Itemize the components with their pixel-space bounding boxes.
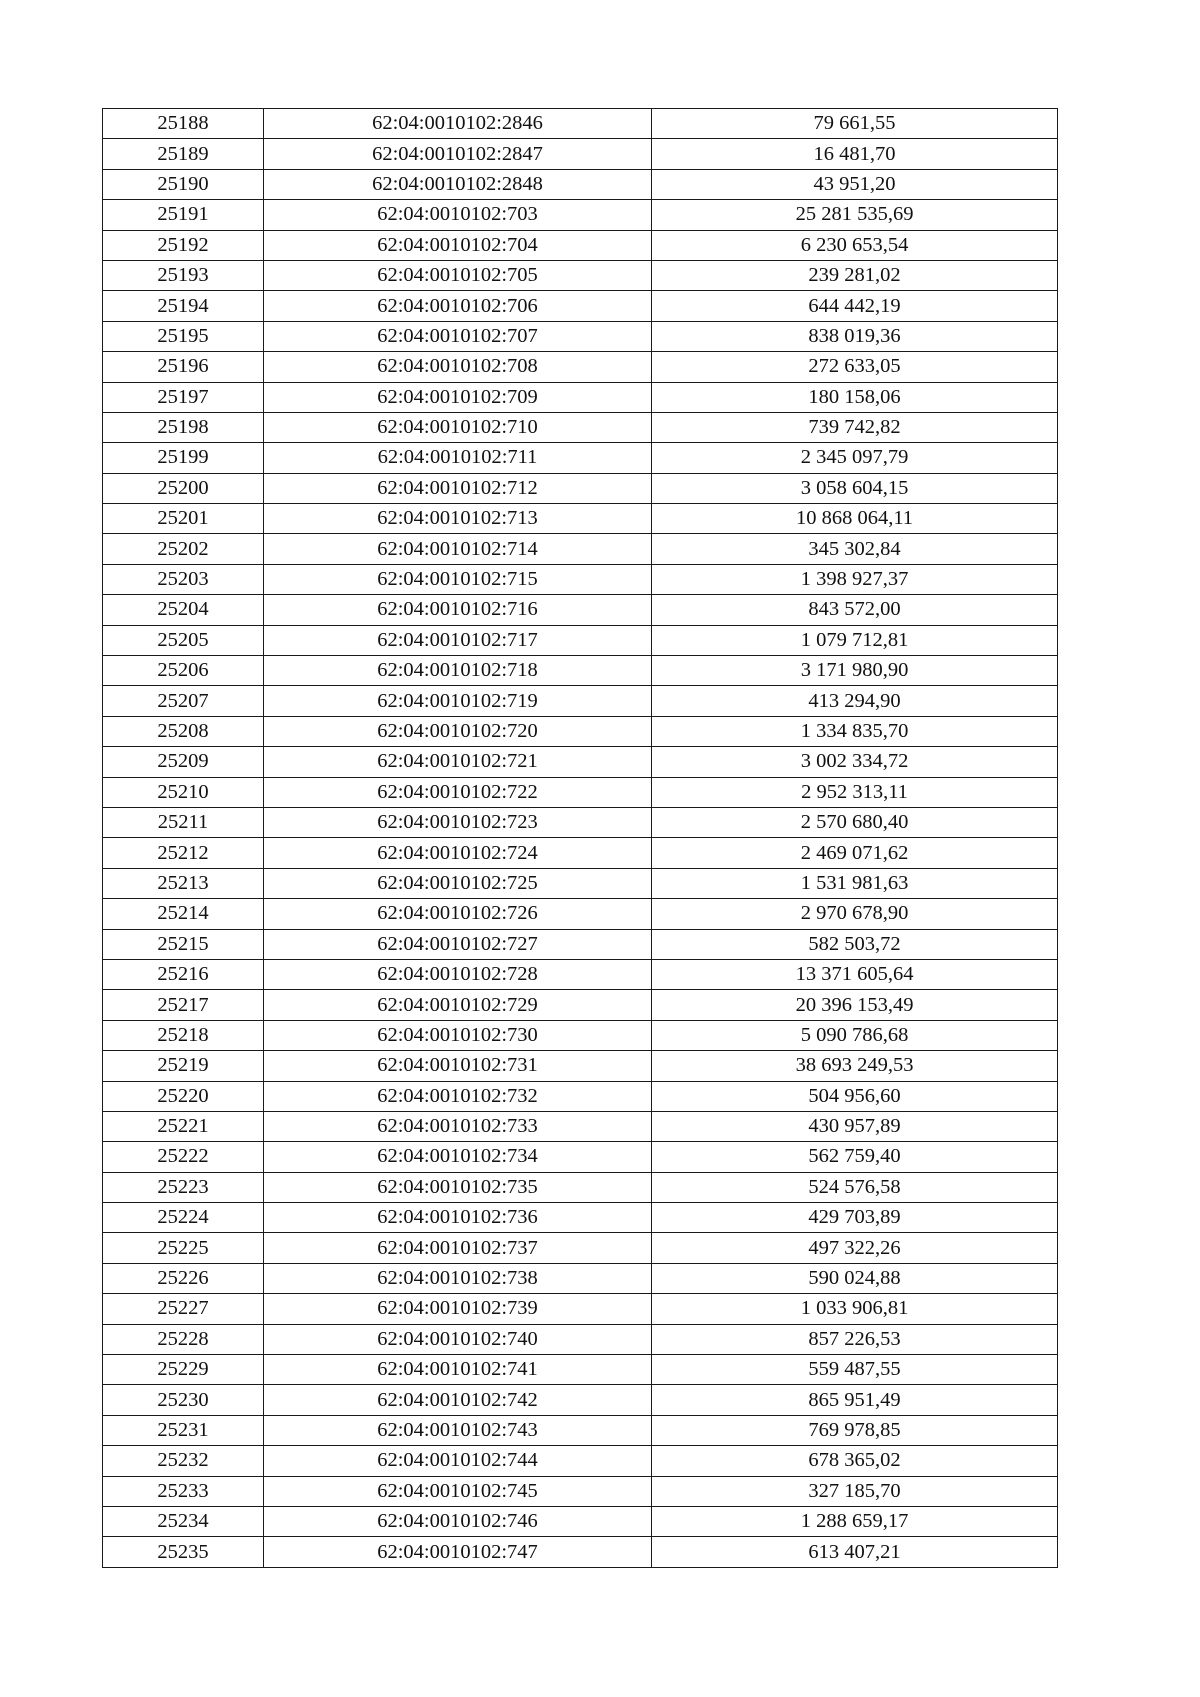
row-number-cell: 25215 — [103, 929, 264, 959]
row-number-cell: 25200 — [103, 473, 264, 503]
cadastral-number-cell: 62:04:0010102:705 — [264, 260, 652, 290]
cadastral-value-cell: 180 158,06 — [652, 382, 1058, 412]
table-body — [103, 109, 1058, 1568]
cadastral-value-cell: 678 365,02 — [652, 1446, 1058, 1476]
row-number-cell: 25197 — [103, 382, 264, 412]
row-number-cell: 25225 — [103, 1233, 264, 1263]
cadastral-number-cell: 62:04:0010102:708 — [264, 352, 652, 382]
cadastral-number-cell: 62:04:0010102:741 — [264, 1355, 652, 1385]
cadastral-value-table — [102, 108, 1058, 1568]
row-number-cell: 25189 — [103, 139, 264, 169]
cadastral-value-cell: 838 019,36 — [652, 321, 1058, 351]
cadastral-number-cell: 62:04:0010102:729 — [264, 990, 652, 1020]
cadastral-value-cell: 25 281 535,69 — [652, 200, 1058, 230]
table-row — [103, 564, 1058, 594]
cadastral-number-cell: 62:04:0010102:703 — [264, 200, 652, 230]
table-row — [103, 200, 1058, 230]
cadastral-value-cell: 590 024,88 — [652, 1263, 1058, 1293]
row-number-cell: 25216 — [103, 959, 264, 989]
cadastral-number-cell: 62:04:0010102:747 — [264, 1537, 652, 1567]
table-row — [103, 169, 1058, 199]
row-number-cell: 25218 — [103, 1020, 264, 1050]
cadastral-number-cell: 62:04:0010102:723 — [264, 807, 652, 837]
table-row — [103, 473, 1058, 503]
cadastral-value-cell: 429 703,89 — [652, 1203, 1058, 1233]
cadastral-value-cell: 2 970 678,90 — [652, 899, 1058, 929]
cadastral-value-cell: 20 396 153,49 — [652, 990, 1058, 1020]
cadastral-value-cell: 327 185,70 — [652, 1476, 1058, 1506]
cadastral-number-cell: 62:04:0010102:717 — [264, 625, 652, 655]
table-row — [103, 716, 1058, 746]
row-number-cell: 25202 — [103, 534, 264, 564]
row-number-cell: 25205 — [103, 625, 264, 655]
cadastral-number-cell: 62:04:0010102:719 — [264, 686, 652, 716]
cadastral-number-cell: 62:04:0010102:743 — [264, 1415, 652, 1445]
table-row — [103, 230, 1058, 260]
table-row — [103, 807, 1058, 837]
table-row — [103, 504, 1058, 534]
table-row — [103, 1051, 1058, 1081]
cadastral-value-cell: 2 345 097,79 — [652, 443, 1058, 473]
table-row — [103, 1415, 1058, 1445]
cadastral-value-cell: 1 079 712,81 — [652, 625, 1058, 655]
cadastral-value-cell: 2 570 680,40 — [652, 807, 1058, 837]
cadastral-value-cell: 239 281,02 — [652, 260, 1058, 290]
cadastral-number-cell: 62:04:0010102:745 — [264, 1476, 652, 1506]
cadastral-number-cell: 62:04:0010102:734 — [264, 1142, 652, 1172]
cadastral-number-cell: 62:04:0010102:707 — [264, 321, 652, 351]
cadastral-value-cell: 1 531 981,63 — [652, 868, 1058, 898]
cadastral-number-cell: 62:04:0010102:728 — [264, 959, 652, 989]
cadastral-value-cell: 38 693 249,53 — [652, 1051, 1058, 1081]
cadastral-number-cell: 62:04:0010102:737 — [264, 1233, 652, 1263]
cadastral-value-cell: 497 322,26 — [652, 1233, 1058, 1263]
cadastral-number-cell: 62:04:0010102:733 — [264, 1111, 652, 1141]
cadastral-number-cell: 62:04:0010102:730 — [264, 1020, 652, 1050]
row-number-cell: 25211 — [103, 807, 264, 837]
cadastral-value-cell: 1 334 835,70 — [652, 716, 1058, 746]
table-row — [103, 838, 1058, 868]
cadastral-number-cell: 62:04:0010102:727 — [264, 929, 652, 959]
table-row — [103, 1385, 1058, 1415]
table-row — [103, 747, 1058, 777]
row-number-cell: 25234 — [103, 1506, 264, 1536]
cadastral-number-cell: 62:04:0010102:2848 — [264, 169, 652, 199]
row-number-cell: 25217 — [103, 990, 264, 1020]
row-number-cell: 25233 — [103, 1476, 264, 1506]
cadastral-number-cell: 62:04:0010102:716 — [264, 595, 652, 625]
row-number-cell: 25188 — [103, 109, 264, 139]
cadastral-number-cell: 62:04:0010102:722 — [264, 777, 652, 807]
table-row — [103, 929, 1058, 959]
table-row — [103, 1476, 1058, 1506]
row-number-cell: 25198 — [103, 412, 264, 442]
cadastral-value-cell: 5 090 786,68 — [652, 1020, 1058, 1050]
row-number-cell: 25221 — [103, 1111, 264, 1141]
table-row — [103, 990, 1058, 1020]
row-number-cell: 25223 — [103, 1172, 264, 1202]
cadastral-value-cell: 272 633,05 — [652, 352, 1058, 382]
row-number-cell: 25194 — [103, 291, 264, 321]
row-number-cell: 25204 — [103, 595, 264, 625]
row-number-cell: 25227 — [103, 1294, 264, 1324]
cadastral-value-cell: 3 002 334,72 — [652, 747, 1058, 777]
cadastral-number-cell: 62:04:0010102:720 — [264, 716, 652, 746]
cadastral-value-cell: 2 469 071,62 — [652, 838, 1058, 868]
row-number-cell: 25222 — [103, 1142, 264, 1172]
row-number-cell: 25224 — [103, 1203, 264, 1233]
cadastral-value-cell: 13 371 605,64 — [652, 959, 1058, 989]
cadastral-value-cell: 504 956,60 — [652, 1081, 1058, 1111]
table-row — [103, 139, 1058, 169]
table-row — [103, 1446, 1058, 1476]
table-row — [103, 595, 1058, 625]
cadastral-number-cell: 62:04:0010102:704 — [264, 230, 652, 260]
row-number-cell: 25230 — [103, 1385, 264, 1415]
row-number-cell: 25209 — [103, 747, 264, 777]
cadastral-value-cell: 843 572,00 — [652, 595, 1058, 625]
cadastral-number-cell: 62:04:0010102:724 — [264, 838, 652, 868]
cadastral-value-cell: 16 481,70 — [652, 139, 1058, 169]
table-row — [103, 382, 1058, 412]
row-number-cell: 25220 — [103, 1081, 264, 1111]
cadastral-value-cell: 43 951,20 — [652, 169, 1058, 199]
table-row — [103, 321, 1058, 351]
row-number-cell: 25232 — [103, 1446, 264, 1476]
cadastral-number-cell: 62:04:0010102:706 — [264, 291, 652, 321]
table-row — [103, 777, 1058, 807]
cadastral-number-cell: 62:04:0010102:739 — [264, 1294, 652, 1324]
row-number-cell: 25203 — [103, 564, 264, 594]
row-number-cell: 25219 — [103, 1051, 264, 1081]
cadastral-number-cell: 62:04:0010102:710 — [264, 412, 652, 442]
row-number-cell: 25196 — [103, 352, 264, 382]
table-row — [103, 1172, 1058, 1202]
row-number-cell: 25235 — [103, 1537, 264, 1567]
table-row — [103, 868, 1058, 898]
table-row — [103, 1263, 1058, 1293]
cadastral-number-cell: 62:04:0010102:2847 — [264, 139, 652, 169]
cadastral-number-cell: 62:04:0010102:713 — [264, 504, 652, 534]
table-row — [103, 1294, 1058, 1324]
cadastral-value-cell: 430 957,89 — [652, 1111, 1058, 1141]
table-row — [103, 1355, 1058, 1385]
table-row — [103, 686, 1058, 716]
cadastral-value-cell: 524 576,58 — [652, 1172, 1058, 1202]
cadastral-value-cell: 1 288 659,17 — [652, 1506, 1058, 1536]
cadastral-number-cell: 62:04:0010102:726 — [264, 899, 652, 929]
row-number-cell: 25191 — [103, 200, 264, 230]
row-number-cell: 25212 — [103, 838, 264, 868]
cadastral-value-cell: 562 759,40 — [652, 1142, 1058, 1172]
cadastral-value-cell: 1 033 906,81 — [652, 1294, 1058, 1324]
table-row — [103, 352, 1058, 382]
table-row — [103, 1081, 1058, 1111]
row-number-cell: 25207 — [103, 686, 264, 716]
table-row — [103, 443, 1058, 473]
cadastral-value-cell: 739 742,82 — [652, 412, 1058, 442]
cadastral-number-cell: 62:04:0010102:740 — [264, 1324, 652, 1354]
row-number-cell: 25214 — [103, 899, 264, 929]
row-number-cell: 25210 — [103, 777, 264, 807]
cadastral-value-cell: 2 952 313,11 — [652, 777, 1058, 807]
cadastral-value-cell: 79 661,55 — [652, 109, 1058, 139]
table-row — [103, 1324, 1058, 1354]
cadastral-number-cell: 62:04:0010102:744 — [264, 1446, 652, 1476]
table-row — [103, 625, 1058, 655]
table-row — [103, 291, 1058, 321]
cadastral-number-cell: 62:04:0010102:709 — [264, 382, 652, 412]
cadastral-number-cell: 62:04:0010102:746 — [264, 1506, 652, 1536]
row-number-cell: 25193 — [103, 260, 264, 290]
row-number-cell: 25199 — [103, 443, 264, 473]
table-row — [103, 534, 1058, 564]
cadastral-number-cell: 62:04:0010102:725 — [264, 868, 652, 898]
table-row — [103, 656, 1058, 686]
row-number-cell: 25229 — [103, 1355, 264, 1385]
row-number-cell: 25192 — [103, 230, 264, 260]
cadastral-value-cell: 3 171 980,90 — [652, 656, 1058, 686]
cadastral-number-cell: 62:04:0010102:731 — [264, 1051, 652, 1081]
table-row — [103, 1020, 1058, 1050]
table-row — [103, 412, 1058, 442]
cadastral-value-cell: 6 230 653,54 — [652, 230, 1058, 260]
table-row — [103, 1203, 1058, 1233]
table-row — [103, 260, 1058, 290]
cadastral-number-cell: 62:04:0010102:2846 — [264, 109, 652, 139]
cadastral-value-cell: 613 407,21 — [652, 1537, 1058, 1567]
cadastral-number-cell: 62:04:0010102:721 — [264, 747, 652, 777]
cadastral-value-cell: 10 868 064,11 — [652, 504, 1058, 534]
cadastral-number-cell: 62:04:0010102:735 — [264, 1172, 652, 1202]
cadastral-value-cell: 413 294,90 — [652, 686, 1058, 716]
row-number-cell: 25206 — [103, 656, 264, 686]
cadastral-value-cell: 769 978,85 — [652, 1415, 1058, 1445]
table-row — [103, 1506, 1058, 1536]
cadastral-number-cell: 62:04:0010102:714 — [264, 534, 652, 564]
table-row — [103, 1233, 1058, 1263]
cadastral-value-cell: 582 503,72 — [652, 929, 1058, 959]
table-row — [103, 1111, 1058, 1141]
table-row — [103, 109, 1058, 139]
table-row — [103, 899, 1058, 929]
row-number-cell: 25208 — [103, 716, 264, 746]
cadastral-number-cell: 62:04:0010102:736 — [264, 1203, 652, 1233]
row-number-cell: 25190 — [103, 169, 264, 199]
row-number-cell: 25226 — [103, 1263, 264, 1293]
cadastral-number-cell: 62:04:0010102:715 — [264, 564, 652, 594]
cadastral-number-cell: 62:04:0010102:738 — [264, 1263, 652, 1293]
row-number-cell: 25201 — [103, 504, 264, 534]
table-row — [103, 959, 1058, 989]
cadastral-value-cell: 865 951,49 — [652, 1385, 1058, 1415]
cadastral-value-cell: 644 442,19 — [652, 291, 1058, 321]
cadastral-value-cell: 1 398 927,37 — [652, 564, 1058, 594]
cadastral-value-cell: 345 302,84 — [652, 534, 1058, 564]
cadastral-number-cell: 62:04:0010102:742 — [264, 1385, 652, 1415]
row-number-cell: 25195 — [103, 321, 264, 351]
row-number-cell: 25213 — [103, 868, 264, 898]
table-row — [103, 1142, 1058, 1172]
cadastral-value-cell: 559 487,55 — [652, 1355, 1058, 1385]
cadastral-number-cell: 62:04:0010102:718 — [264, 656, 652, 686]
cadastral-value-cell: 3 058 604,15 — [652, 473, 1058, 503]
cadastral-value-cell: 857 226,53 — [652, 1324, 1058, 1354]
cadastral-number-cell: 62:04:0010102:732 — [264, 1081, 652, 1111]
table-row — [103, 1537, 1058, 1567]
row-number-cell: 25228 — [103, 1324, 264, 1354]
cadastral-number-cell: 62:04:0010102:712 — [264, 473, 652, 503]
row-number-cell: 25231 — [103, 1415, 264, 1445]
cadastral-number-cell: 62:04:0010102:711 — [264, 443, 652, 473]
